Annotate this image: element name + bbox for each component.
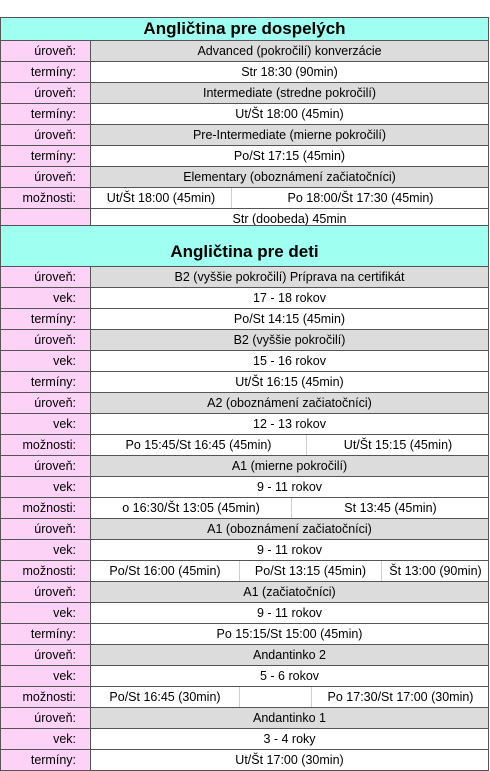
row-label: úroveň: <box>1 330 91 350</box>
kids-rows <box>1 267 488 770</box>
level-cell: A2 (oboznámení začiatočníci) <box>91 393 488 413</box>
value-cell: o 16:30/Št 13:05 (45min) <box>122 501 260 515</box>
row-values <box>91 104 488 124</box>
table-row <box>1 498 488 519</box>
table-row <box>1 288 488 309</box>
table-row <box>1 125 488 146</box>
table-row <box>1 708 488 729</box>
table-row <box>1 167 488 188</box>
row-values <box>91 687 489 707</box>
row-label: úroveň: <box>1 519 91 539</box>
table-row <box>1 104 488 125</box>
table-row <box>1 477 488 498</box>
table-row <box>1 750 488 770</box>
level-cell: A1 (oboznámení začiatočníci) <box>91 519 488 539</box>
level-cell: Pre-Intermediate (mierne pokročilí) <box>91 125 488 145</box>
table-row <box>1 393 488 414</box>
value-cell: Po/St 17:15 (45min) <box>233 149 346 163</box>
row-values <box>91 645 488 665</box>
row-label: úroveň: <box>1 456 91 476</box>
value-cell: Po/St 16:00 (45min) <box>109 564 221 578</box>
row-values <box>91 477 488 497</box>
row-values <box>91 83 488 103</box>
value-cell: St 13:45 (45min) <box>291 498 489 518</box>
row-label: možnosti: <box>1 498 91 518</box>
table-row <box>1 435 488 456</box>
row-values <box>91 351 488 371</box>
row-values <box>91 729 488 749</box>
row-label: vek: <box>1 729 91 749</box>
row-label: úroveň: <box>1 41 91 61</box>
row-label: úroveň: <box>1 83 91 103</box>
table-row <box>1 188 488 209</box>
level-cell: Elementary (oboznámení začiatočníci) <box>91 167 488 187</box>
table-row <box>1 267 488 288</box>
row-label: možnosti: <box>1 435 91 455</box>
row-label: vek: <box>1 603 91 623</box>
row-values <box>91 188 489 208</box>
row-values <box>91 372 488 392</box>
value-cell: Po 15:45/St 16:45 (45min) <box>125 438 272 452</box>
row-label: možnosti: <box>1 188 91 208</box>
row-values <box>91 125 488 145</box>
level-cell: Intermediate (stredne pokročilí) <box>91 83 488 103</box>
row-values <box>91 393 488 413</box>
row-values <box>91 62 488 82</box>
table-row <box>1 624 488 645</box>
row-values <box>91 435 489 455</box>
value-cell: 9 - 11 rokov <box>256 480 323 494</box>
row-label: termíny: <box>1 62 91 82</box>
kids-section <box>0 225 489 771</box>
row-values <box>91 540 488 560</box>
value-cell: 17 - 18 rokov <box>253 291 326 305</box>
table-row <box>1 603 488 624</box>
kids-title: Angličtina pre deti <box>1 226 488 267</box>
row-label: úroveň: <box>1 167 91 187</box>
row-values <box>91 414 488 434</box>
table-row <box>1 62 488 83</box>
table-row <box>1 41 488 62</box>
value-cell: Ut/Št 18:00 (45min) <box>106 191 216 205</box>
value-cell: 15 - 16 rokov <box>253 354 326 368</box>
row-label: úroveň: <box>1 708 91 728</box>
value-cell: 12 - 13 rokov <box>253 417 326 431</box>
row-label: vek: <box>1 666 91 686</box>
row-values <box>91 167 488 187</box>
adults-rows <box>1 41 488 229</box>
row-label: vek: <box>1 540 91 560</box>
value-cell: 5 - 6 rokov <box>259 669 320 683</box>
level-cell: A1 (začiatočníci) <box>91 582 488 602</box>
value-cell <box>239 687 311 707</box>
row-values <box>91 146 488 166</box>
value-cell: Po 15:15/St 15:00 (45min) <box>216 627 363 641</box>
row-values <box>91 750 488 770</box>
table-row <box>1 519 488 540</box>
row-values <box>91 330 488 350</box>
level-cell: Advanced (pokročilí) konverzácie <box>91 41 488 61</box>
value-cell: Str 18:30 (90min) <box>241 65 338 79</box>
table-row <box>1 351 488 372</box>
level-cell: Andantinko 1 <box>91 708 488 728</box>
row-label: možnosti: <box>1 687 91 707</box>
table-row <box>1 582 488 603</box>
row-values <box>91 624 488 644</box>
table-row <box>1 687 488 708</box>
value-cell: Po 18:00/Št 17:30 (45min) <box>231 188 489 208</box>
row-label: termíny: <box>1 309 91 329</box>
row-label: termíny: <box>1 750 91 770</box>
adults-section <box>0 17 489 230</box>
value-cell: 9 - 11 rokov <box>256 606 323 620</box>
row-label: termíny: <box>1 146 91 166</box>
table-row <box>1 729 488 750</box>
table-row <box>1 540 488 561</box>
row-label: termíny: <box>1 104 91 124</box>
table-row <box>1 330 488 351</box>
value-cell: Št 13:00 (90min) <box>381 561 489 581</box>
row-label: úroveň: <box>1 267 91 287</box>
value-cell: Po 17:30/St 17:00 (30min) <box>311 687 489 707</box>
row-values <box>91 288 488 308</box>
value-cell: Ut/Št 15:15 (45min) <box>306 435 489 455</box>
row-label: možnosti: <box>1 561 91 581</box>
row-values <box>91 561 489 581</box>
level-cell: B2 (vyššie pokročilí) Príprava na certifikát <box>91 267 488 287</box>
level-cell: Andantinko 2 <box>91 645 488 665</box>
row-values <box>91 666 488 686</box>
value-cell: Po/St 16:45 (30min) <box>109 690 221 704</box>
row-label: vek: <box>1 477 91 497</box>
row-label: vek: <box>1 288 91 308</box>
value-cell: 9 - 11 rokov <box>256 543 323 557</box>
row-values <box>91 708 488 728</box>
level-cell: A1 (mierne pokročilí) <box>91 456 488 476</box>
table-row <box>1 146 488 167</box>
row-values <box>91 519 488 539</box>
table-row <box>1 309 488 330</box>
table-row <box>1 414 488 435</box>
table-row <box>1 666 488 687</box>
level-cell: B2 (vyššie pokročilí) <box>91 330 488 350</box>
row-values <box>91 456 488 476</box>
table-row <box>1 561 488 582</box>
row-values <box>91 41 488 61</box>
row-label: úroveň: <box>1 645 91 665</box>
value-cell: Po/St 13:15 (45min) <box>239 561 381 581</box>
row-label: úroveň: <box>1 125 91 145</box>
row-label: úroveň: <box>1 393 91 413</box>
row-values <box>91 498 489 518</box>
row-values <box>91 603 488 623</box>
value-cell: Ut/Št 17:00 (30min) <box>235 753 344 767</box>
value-cell: Ut/Št 18:00 (45min) <box>235 107 344 121</box>
row-label: vek: <box>1 351 91 371</box>
row-label: úroveň: <box>1 582 91 602</box>
table-row <box>1 645 488 666</box>
value-cell: Ut/Št 16:15 (45min) <box>235 375 344 389</box>
row-values <box>91 267 488 287</box>
row-label: termíny: <box>1 624 91 644</box>
adults-title: Angličtina pre dospelých <box>1 18 488 41</box>
value-cell: 3 - 4 roky <box>263 732 316 746</box>
table-row <box>1 83 488 104</box>
row-values <box>91 309 488 329</box>
row-label: vek: <box>1 414 91 434</box>
table-row <box>1 372 488 393</box>
row-label: termíny: <box>1 372 91 392</box>
value-cell: Po/St 14:15 (45min) <box>233 312 346 326</box>
row-values <box>91 582 488 602</box>
table-row <box>1 456 488 477</box>
value-cell: Str (doobeda) 45min <box>232 212 347 226</box>
